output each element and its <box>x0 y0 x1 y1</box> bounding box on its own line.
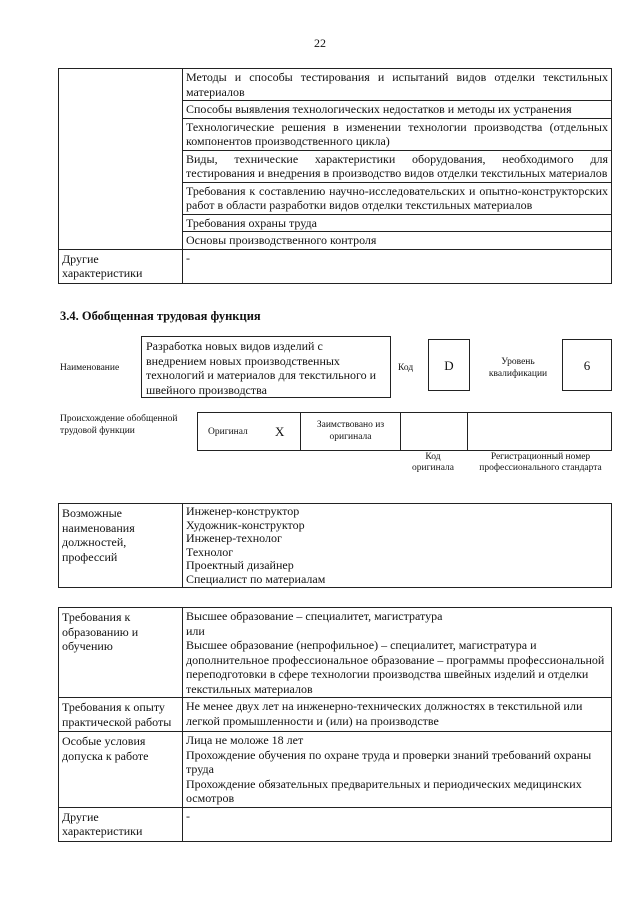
code-box <box>428 339 470 391</box>
knowledge-item: Основы производственного контроля <box>186 233 377 247</box>
origin-label: Происхождение обобщенной трудовой функции <box>60 414 178 436</box>
position-item: Проектный дизайнер <box>186 558 294 573</box>
conditions-label: Особые условия допуска к работе <box>59 732 183 808</box>
borrowed-label: Заимствовано из оригинала <box>316 420 385 442</box>
position-item: Художник-конструктор <box>186 517 305 532</box>
condition-line: Прохождение обучения по охране труда и проверки знаний требований охраны труда <box>186 747 592 776</box>
education-value <box>183 608 612 698</box>
name-label: Наименование <box>60 363 120 373</box>
positions-label: Возможные наименования должностей, профессий <box>59 504 183 588</box>
education-line: Высшее образование – специалитет, магистратура <box>186 609 443 623</box>
position-item: Технолог <box>186 544 234 559</box>
origin-reg-box <box>467 412 612 451</box>
origin-reg-caption: Регистрационный номер профессионального стандарта <box>479 452 602 473</box>
requirements-other-value: - <box>183 807 612 841</box>
original-mark: X <box>275 424 285 439</box>
page-number: 22 <box>314 36 326 50</box>
level-value: 6 <box>583 358 591 373</box>
level-box <box>562 339 612 391</box>
education-label: Требования к образованию и обучению <box>59 608 183 698</box>
function-name: Разработка новых видов изделий с внедрением новых производственных технологий и материалов для текстильного и швейного производства <box>146 339 377 397</box>
other-characteristics-label: Другие характеристики <box>59 249 183 283</box>
education-line: или <box>186 623 205 638</box>
code-value: D <box>444 358 454 373</box>
knowledge-item: Технологические решения в изменении технологии производства (отдельных компонентов производственного цикла) <box>183 119 611 151</box>
origin-borrowed-box <box>300 412 401 451</box>
requirements-other-label: Другие характеристики <box>59 807 183 841</box>
knowledge-item: Требования охраны труда <box>183 215 611 233</box>
knowledge-item: Виды, технические характеристики оборудования, необходимого для тестирования и внедрения в производство видов отделки текстильных материалов <box>183 151 611 183</box>
origin-original-box <box>197 412 301 451</box>
position-item: Инженер-технолог <box>186 531 282 546</box>
knowledge-item: Способы выявления технологических недостатков и методы их устранения <box>183 101 611 119</box>
knowledge-table <box>58 68 612 284</box>
knowledge-label-cell <box>59 69 183 250</box>
code-label: Код <box>398 363 414 373</box>
education-line: Высшее образование (непрофильное) – специалитет, магистратура и дополнительное профессиональное образование – программы профессиональной переподготовки в сфере технологии производства швейных изделий и отделки текстильных материалов <box>186 638 605 696</box>
origin-code-caption: Код оригинала <box>412 452 454 473</box>
knowledge-items-cell <box>183 69 612 250</box>
knowledge-item: Методы и способы тестирования и испытаний видов отделки текстильных материалов <box>183 69 611 101</box>
position-item: Инженер-конструктор <box>186 504 300 518</box>
other-characteristics-value: - <box>183 249 612 283</box>
requirements-table <box>58 607 612 842</box>
name-value-box <box>141 336 391 398</box>
condition-line: Лица не моложе 18 лет <box>186 733 304 747</box>
position-item: Специалист по материалам <box>186 571 326 586</box>
conditions-value <box>183 732 612 808</box>
positions-list <box>183 504 612 588</box>
positions-table <box>58 503 612 588</box>
original-label: Оригинал <box>208 427 248 437</box>
experience-label: Требования к опыту практической работы <box>59 698 183 732</box>
section-title: 3.4. Обобщенная трудовая функция <box>60 309 261 323</box>
condition-line: Прохождение обязательных предварительных и периодических медицинских осмотров <box>186 776 582 805</box>
level-label: Уровень квалификации <box>488 357 548 379</box>
knowledge-item: Требования к составлению научно-исследовательских и опытно-конструкторских работ в области разработки видов отделки текстильных материалов <box>183 183 611 215</box>
experience-value: Не менее двух лет на инженерно-технических должностях в текстильной или легкой промышленности и (или) на производстве <box>183 698 612 732</box>
origin-code-box <box>400 412 468 451</box>
